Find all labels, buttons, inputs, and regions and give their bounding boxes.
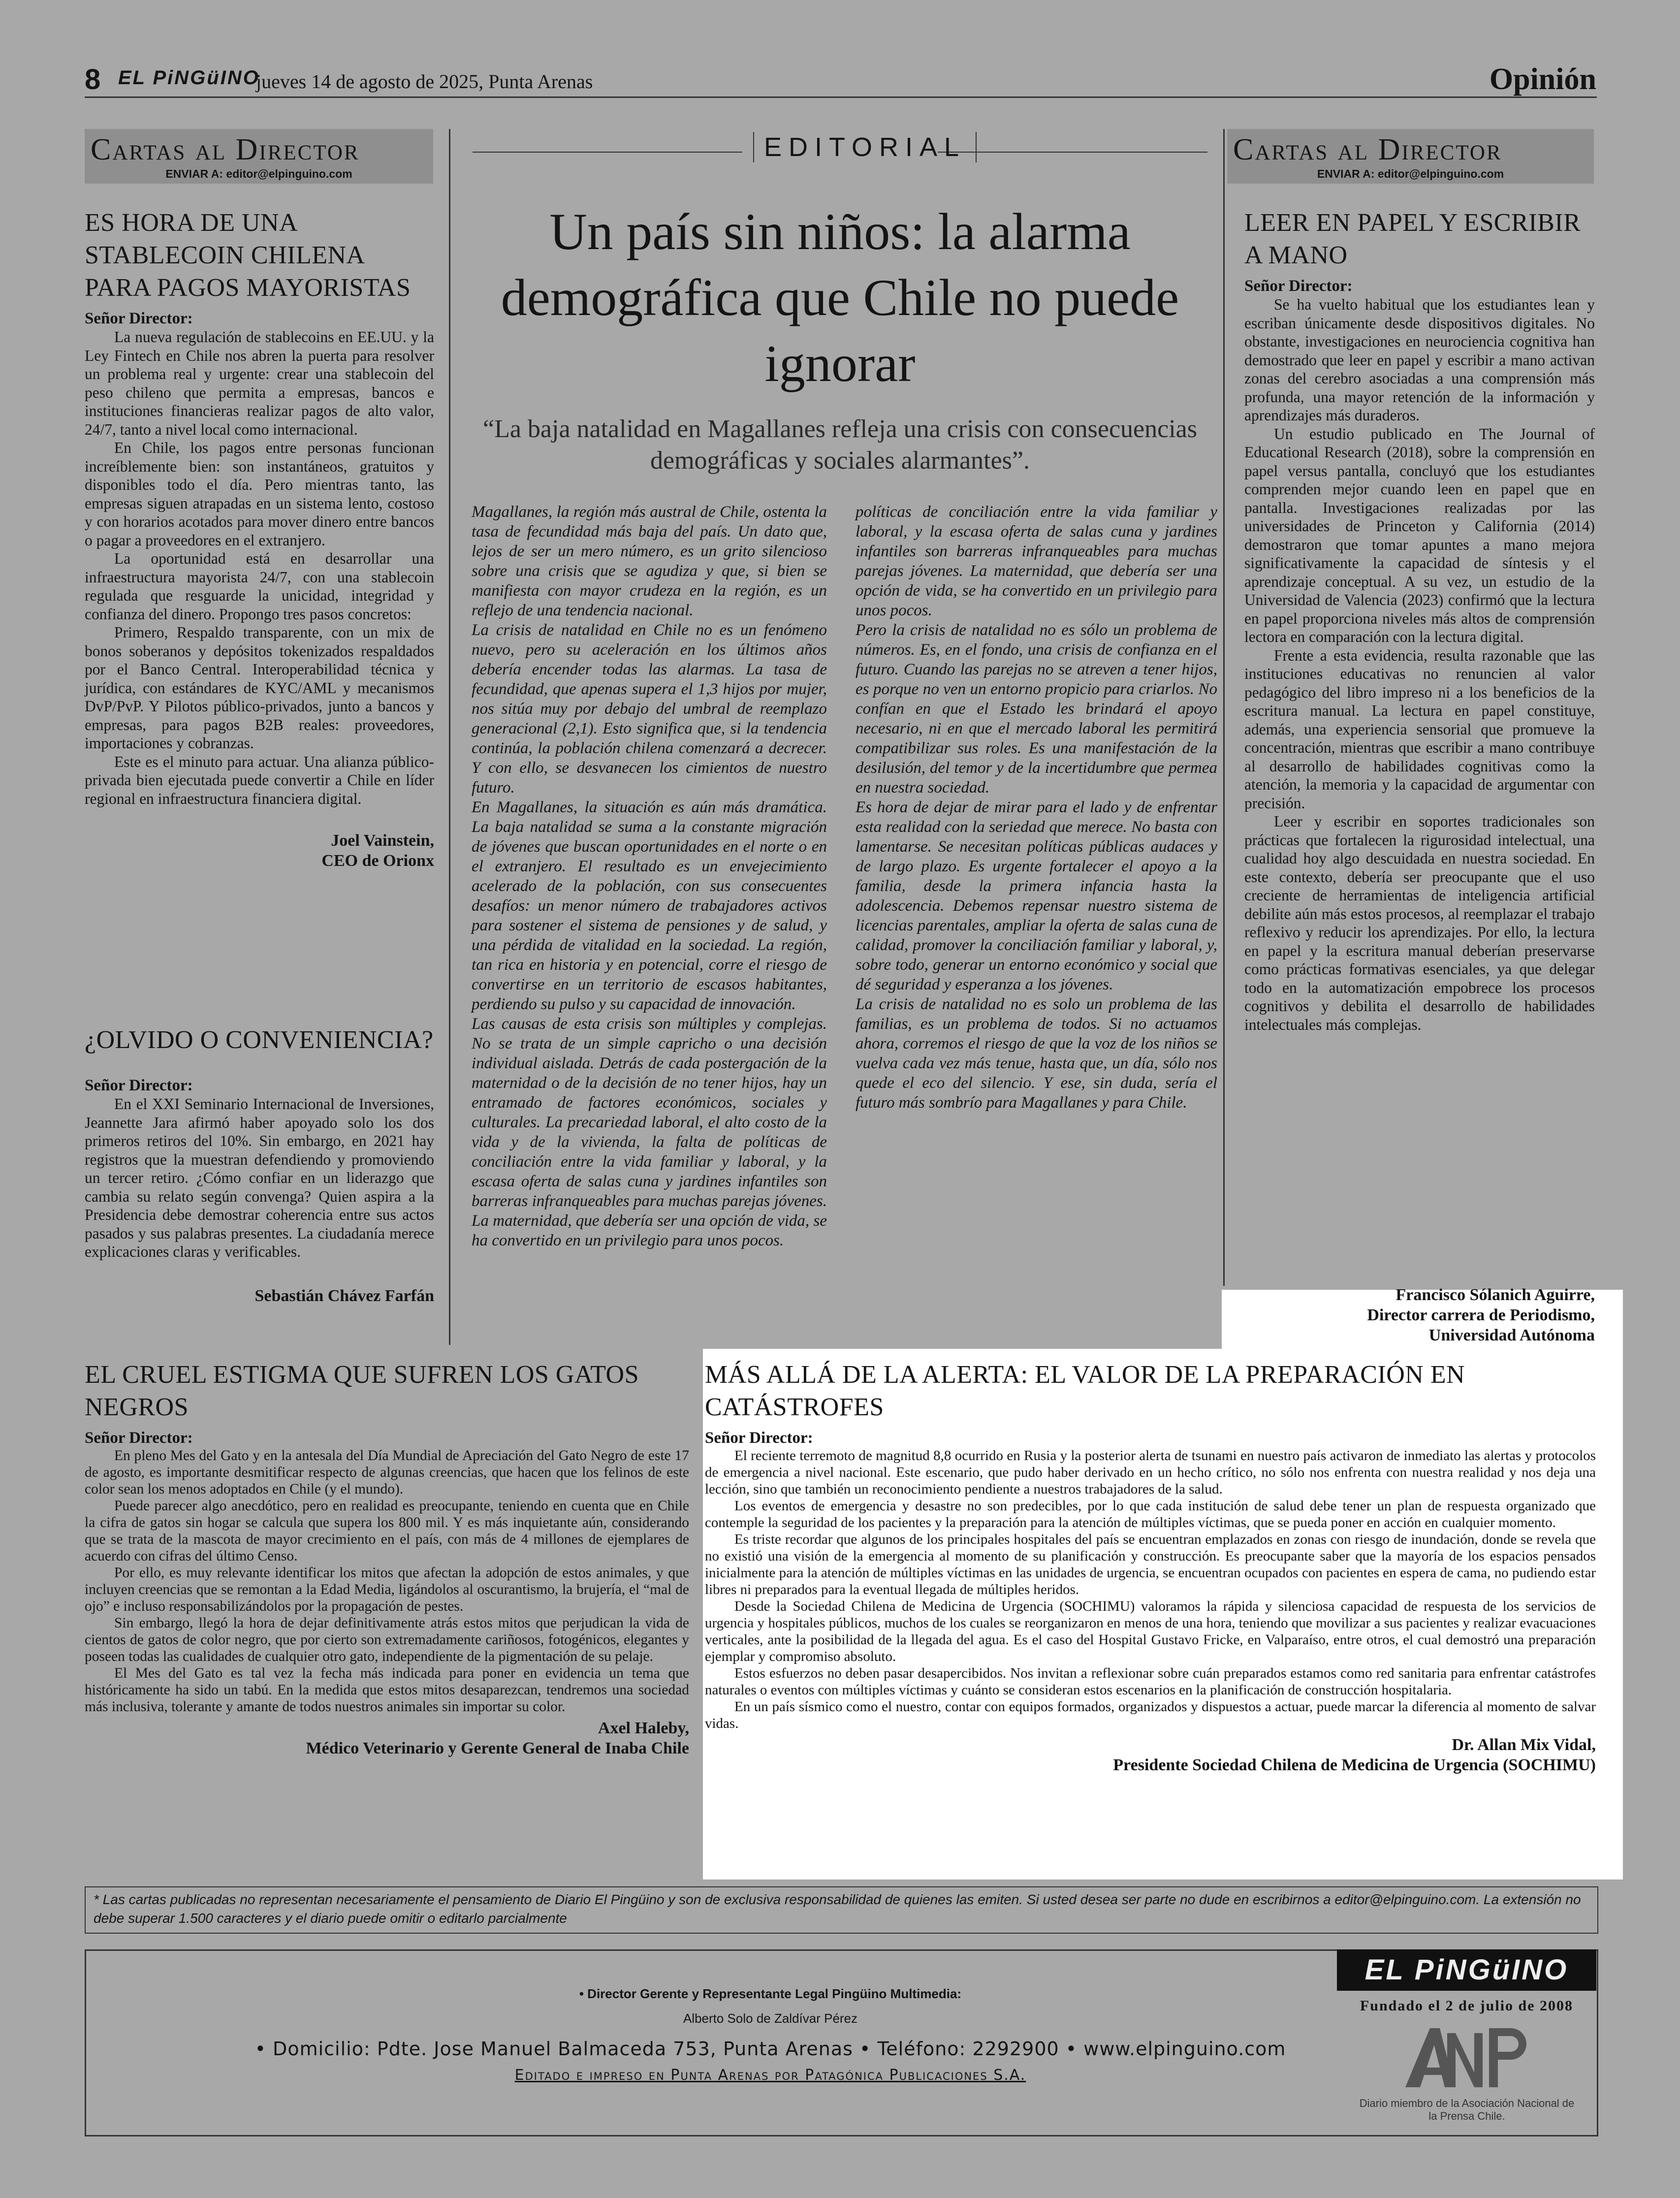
editorial-paragraph: La crisis de natalidad en Chile no es un fenómeno nuevo, pero su aceleración en los últimos años debería encender todas las alarmas. La tasa de fecundidad, que apenas supera el 1,3 hijos por mujer, nos sitúa muy por debajo del umbral de reemplazo generacional (2,1). Esto significa que, si la tendencia continúa, la población chilena comenzará a decrecer. Y con ello, se desvanecen los cimientos de nuestro futuro. <box>472 621 827 796</box>
letter-paragraph: Puede parecer algo anecdótico, pero en realidad es preocupante, teniendo en cuenta que en Chile la cifra de gatos sin hogar se calcula que supera los 800 mil. Y es más inquietante aún, considerando que se trata de la mascota de mayor crecimiento en el país, con más de 4 millones de ejemplares de acuerdo con cifras del último Censo. <box>85 1498 689 1564</box>
anp-text: Diario miembro de la Asociación Nacional de la Prensa Chile. <box>1359 2097 1575 2122</box>
letter-paragraph: La nueva regulación de stablecoins en EE.UU. y la Ley Fintech en Chile nos abren la puerta para resolver un problema real y urgente: crear una stablecoin del peso chileno que permita a empresas, bancos e instituciones financieras realizar pagos de alto valor, 24/7, tanto a nivel local como internacional. <box>85 328 434 438</box>
footer-founded: Fundado el 2 de julio de 2008 <box>1360 1998 1574 2014</box>
editorial-column-2 <box>856 502 1217 1339</box>
cartas-header-left <box>85 129 433 184</box>
letter-salutation: Señor Director: <box>1244 277 1353 295</box>
editorial-paragraph: Es hora de dejar de mirar para el lado y de enfrentar esta realidad con la seriedad que merece. No basta con lamentarse. Se necesitan políticas públicas audaces y de largo plazo. Es urgente fortalecer el apoyo a la familia, desde la primera infancia hasta la adolescencia. Debemos repensar nuestro sistema de licencias parentales, ampliar la oferta de salas cuna de calidad, promover la conciliación familiar y laboral, y, sobre todo, generar un entorno económico y social que dé seguridad y esperanza a los jóvenes. <box>856 798 1217 993</box>
editorial-paragraph: En Magallanes, la situación es aún más dramática. La baja natalidad se suma a la constante migración de jóvenes que buscan oportunidades en el norte o en el extranjero. El resultado es un envejecimiento acelerado de la población, con sus consecuentes desafíos: un menor número de trabajadores activos para sostener el sistema de pensiones y de salud, y una pérdida de vitalidad en la sociedad. La región, tan rica en historia y en potencial, corre el riesgo de convertirse en un territorio de escasos habitantes, perdiendo su pulso y su capacidad de innovación. <box>472 798 827 1013</box>
letter-paragraph: Este es el minuto para actuar. Una alianza público-privada bien ejecutada puede convertir a Chile en líder regional en infraestructura financiera digital. <box>85 753 434 807</box>
editorial-paragraph-continued: políticas de conciliación entre la vida familiar y laboral, y la escasa oferta de salas cuna y jardines infantiles son barreras infranqueables para muchas parejas jóvenes. La maternidad, que debería ser una opción de vida, se ha convertido en un privilegio para unos pocos. <box>856 503 1217 619</box>
editorial-rule <box>938 152 1207 153</box>
letter-paragraph: El reciente terremoto de magnitud 8,8 ocurrido en Rusia y la posterior alerta de tsunami en nuestro país activaron de inmediato las alertas y protocolos de emergencia a nivel nacional. Este escenario, que pudo haber derivado en un hecho crítico, no sólo nos enfrenta con nuestra realidad y nos deja una lección, sino que también un reconocimiento pendiente a nuestros trabajadores de la salud. <box>705 1448 1596 1497</box>
letter-signature-name: Dr. Allan Mix Vidal, <box>1452 1736 1596 1754</box>
letter-headline: LEER EN PAPEL Y ESCRIBIR A MANO <box>1244 209 1581 269</box>
letter-paragraph: Es triste recordar que algunos de los principales hospitales del país se encuentran emplazados en zonas con riesgo de inundación, donde se revela que no existió una visión de la emergencia al momento de su planificación y construcción. Es preocupante saber que la mayoría de los espacios pensados inicialmente para la atención de múltiples víctimas en las unidades de urgencia, se encuentran ocupados con pacientes en espera de cama, no pudiendo estar libres ni preparados para la eventual llegada de múltiples heridos. <box>705 1531 1596 1597</box>
letter-salutation: Señor Director: <box>85 1077 193 1094</box>
letter-paragraph: Desde la Sociedad Chilena de Medicina de Urgencia (SOCHIMU) valoramos la rápida y silenciosa capacidad de respuesta de los servicios de urgencia y hospitales públicos, muchos de los cuales se reorganizaron en menos de una hora, teniendo que movilizar a sus pacientes y realizar evacuaciones verticales, ante la posibilidad de la llegada del agua. Es el caso del Hospital Gustavo Fricke, en Valparaíso, entre otros, el cual demostró una preparación ejemplar y compromiso absoluto. <box>705 1598 1596 1664</box>
letter-salutation: Señor Director: <box>705 1429 813 1447</box>
letter-signature-role: Director carrera de Periodismo, <box>1367 1306 1595 1324</box>
letter-paragraph: Estos esfuerzos no deben pasar desapercibidos. Nos invitan a reflexionar sobre cuán preparados estamos como red sanitaria para enfrentar catástrofes naturales o eventos con múltiples víctimas y cuánto se consideran estos escenarios en la planificación de construcción hospitalaria. <box>705 1665 1596 1698</box>
letter-paragraph: Frente a esta evidencia, resulta razonable que las instituciones educativas no renuncien al valor pedagógico del libro impreso ni a los beneficios de la escritura manual. La lectura en papel constituye, además, una experiencia sensorial que promueve la concentración, mientras que escribir a mano contribuye al desarrollo de habilidades cognitivas como la atención, la memoria y la capacidad de argumentar con precisión. <box>1244 646 1595 812</box>
editorial-deck: “La baja natalidad en Magallanes refleja una crisis con consecuencias demográficas y sociales alarmantes”. <box>483 415 1197 475</box>
cartas-email: ENVIAR A: editor@elpinguino.com <box>1317 167 1504 181</box>
footer-edited: Editado e impreso en Punta Arenas por Patagónica Publicaciones S.A. <box>514 2067 1026 2084</box>
letter-olvido <box>85 1024 434 1349</box>
editorial-title: Un país sin niños: la alarma demográfica que Chile no puede ignorar <box>501 203 1179 392</box>
anp-logo-icon <box>1400 2018 1528 2095</box>
letter-signature-org: Universidad Autónoma <box>1428 1326 1595 1344</box>
footer-address: • Domicilio: Pdte. Jose Manuel Balmaceda 753, Punta Arenas • Teléfono: 2292900 • www.elpinguino.com <box>254 2038 1286 2060</box>
letter-catastrofes <box>705 1359 1596 1871</box>
cartas-email: ENVIAR A: editor@elpinguino.com <box>165 167 352 181</box>
header-rule <box>85 96 1597 98</box>
letter-headline: ¿OLVIDO O CONVENIENCIA? <box>85 1026 434 1054</box>
cartas-title: Cartas al Director <box>1233 133 1502 166</box>
letter-paragraph: La oportunidad está en desarrollar una infraestructura mayorista 24/7, con una stablecoin regulada que resguarde la unicidad, integridad y confianza del dinero. Propongo tres pasos concretos: <box>85 550 434 623</box>
letter-leer-papel <box>1244 207 1595 1285</box>
letter-paragraph: En pleno Mes del Gato y en la antesala del Día Mundial de Apreciación del Gato Negro de este 17 de agosto, es importante desmitificar respecto de algunas creencias, que hacen que los felinos de este color sean los menos adoptados en Chile (y el mundo). <box>85 1448 689 1497</box>
footer-logo: EL PiNGüINO <box>1337 1949 1596 1991</box>
letter-paragraph: El Mes del Gato es tal vez la fecha más indicada para poner en evidencia un tema que históricamente ha sido un tabú. En la medida que estos mitos desaparezcan, tendremos una sociedad más inclusiva, tolerante y amante de todos nuestros animales sin importar su color. <box>85 1665 689 1715</box>
letter-signature-role: CEO de Orionx <box>321 852 434 870</box>
letter-signature-role: Presidente Sociedad Chilena de Medicina de Urgencia (SOCHIMU) <box>1113 1756 1596 1774</box>
editorial-label: EDITORIAL <box>753 132 977 162</box>
column-divider <box>1223 129 1225 1286</box>
section-title: Opinión <box>1489 63 1596 96</box>
editorial-column-1 <box>472 502 827 1339</box>
letter-signature-name: Joel Vainstein, <box>331 831 434 850</box>
letter-headline: ES HORA DE UNA STABLECOIN CHILENA PARA PAGOS MAYORISTAS <box>85 209 411 302</box>
column-divider <box>449 129 450 1345</box>
footer-director-label: • Director Gerente y Representante Legal Pingüino Multimedia: <box>579 1986 962 2001</box>
letter-salutation: Señor Director: <box>85 310 193 327</box>
editorial-paragraph: Magallanes, la región más austral de Chile, ostenta la tasa de fecundidad más baja del país. Un dato que, lejos de ser un mero número, es un grito silencioso sobre una crisis que se agudiza y que, si bien se manifiesta con mayor crudeza en la región, es un reflejo de una tendencia nacional. <box>472 503 827 619</box>
dateline: jueves 14 de agosto de 2025, Punta Arenas <box>256 70 593 93</box>
masthead-small: EL PiNGüINO <box>118 67 260 89</box>
letter-signature-name: Sebastián Chávez Farfán <box>254 1286 434 1305</box>
letter-headline: EL CRUEL ESTIGMA QUE SUFREN LOS GATOS NEGROS <box>85 1361 639 1421</box>
cartas-header-right <box>1227 129 1594 184</box>
letter-leer-papel-signature <box>1231 1279 1595 1353</box>
letter-paragraph: Sin embargo, llegó la hora de dejar definitivamente atrás estos mitos que perjudican la vida de cientos de gatos de color negro, que por cierto son extremadamente cariñosos, fotogénicos, elegantes y poseen todas las cualidades de cualquier otro gato, independiente de la pigmentación de su pelaje. <box>85 1615 689 1664</box>
letter-stablecoin <box>85 207 434 1024</box>
letter-signature-name: Axel Haleby, <box>598 1719 689 1737</box>
footer-director-name: Alberto Solo de Zaldívar Pérez <box>683 2011 858 2026</box>
disclaimer: * Las cartas publicadas no representan necesariamente el pensamiento de Diario El Pingüino y son de exclusiva responsabilidad de quienes las emiten. Si usted desea ser parte no dude en escribirnos a editor@elpinguino.com. La extensión no debe superar 1.500 caracteres y el diario puede omitir o editarlo parcialmente <box>85 1886 1598 1934</box>
editorial-paragraph: Pero la crisis de natalidad no es sólo un problema de números. Es, en el fondo, una crisis de confianza en el futuro. Cuando las parejas no se atreven a tener hijos, es porque no ven un entorno propicio para criarlos. No confían en que el Estado les brindará el apoyo necesario, ni en que el mercado laboral les permitirá compatibilizar sus roles. Es una manifestación de la desilusión, del temor y de la incertidumbre que permea en nuestra sociedad. <box>856 621 1217 796</box>
letter-gatos-negros <box>85 1359 689 1871</box>
letter-paragraph: Un estudio publicado en The Journal of Educational Research (2018), sobre la comprensión en papel versus pantalla, concluyó que los estudiantes comprenden mejor cuando leen en papel que en pantalla. Investigaciones realizadas por las universidades de Princeton y California (2014) demostraron que tomar apuntes a mano mejora significativamente la capacidad de síntesis y el aprendizaje conceptual. A su vez, un estudio de la Universidad de Valencia (2023) confirmó que la lectura en papel proporciona niveles más altos de comprensión lectora en comparación con la lectura digital. <box>1244 425 1595 645</box>
letter-paragraph: En Chile, los pagos entre personas funcionan increíblemente bien: son instantáneos, gratuitos y disponibles todo el día. Pero mientras tanto, las empresas siguen atrapadas en un sistema lento, costoso y con horarios acotados para mover dinero entre bancos o pagar a proveedores en el extranjero. <box>85 439 434 549</box>
letter-paragraph: En un país sísmico como el nuestro, contar con equipos formados, organizados y dispuestos a actuar, puede marcar la diferencia al momento de salvar vidas. <box>705 1699 1596 1731</box>
letter-headline: MÁS ALLÁ DE LA ALERTA: EL VALOR DE LA PREPARACIÓN EN CATÁSTROFES <box>705 1361 1465 1421</box>
letter-signature-role: Médico Veterinario y Gerente General de Inaba Chile <box>306 1739 689 1757</box>
letter-paragraph: Por ello, es muy relevante identificar los mitos que afectan la adopción de estos animales, y que incluyen creencias que se remontan a la Edad Media, ligándolos al oscurantismo, la brujería, el “mal de ojo” e incluso responsabilizándolos por la propagación de pestes. <box>85 1565 689 1614</box>
letter-paragraph: En el XXI Seminario Internacional de Inversiones, Jeannette Jara afirmó haber apoyado solo los dos primeros retiros del 10%. Sin embargo, en 2021 hay registros que la muestran defendiendo y promoviendo un tercer retiro. ¿Cómo confiar en un liderazgo que cambia su relato según convenga? Quien aspira a la Presidencia debe demostrar coherencia entre sus actos pasados y sus palabras presentes. La ciudadanía merece explicaciones claras y verificables. <box>85 1095 434 1260</box>
page-number: 8 <box>85 64 101 96</box>
letter-paragraph: Leer y escribir en soportes tradicionales son prácticas que fortalecen la rigurosidad intelectual, una cualidad hoy algo descuidada en nuestra sociedad. En este contexto, debería ser preocupante que el uso creciente de herramientas de inteligencia artificial debilite aún más estos procesos, al reemplazar el trabajo reflexivo y reducir los aprendizajes. Por ello, la lectura en papel y la escritura manual deberían preservarse como prácticas formativas esenciales, ya que delegar todo en la automatización empobrece los procesos cognitivos y debilita el desarrollo de habilidades intelectuales más complejas. <box>1244 813 1595 1033</box>
editorial-paragraph: La crisis de natalidad no es solo un problema de las familias, es un problema de todos. Si no actuamos ahora, corremos el riesgo de que la voz de los niños se vuelva cada vez más tenue, hasta que, un día, sólo nos quede el eco del silencio. Y ese, sin duda, sería el futuro más sombrío para Magallanes y para Chile. <box>856 995 1217 1112</box>
letter-paragraph: Primero, Respaldo transparente, con un mix de bonos soberanos y depósitos tokenizados respaldados por el Banco Central. Interoperabilidad técnica y jurídica, con estándares de KYC/AML y mecanismos DvP/PvP. Y Pilotos público-privados, junto a bancos y empresas, para pagos B2B reales: proveedores, importaciones y cobranzas. <box>85 624 434 752</box>
letter-paragraph: Los eventos de emergencia y desastre no son predecibles, por lo que cada institución de salud debe tener un plan de respuesta organizado que contemple la seguridad de los pacientes y la preparación para la atención de múltiples víctimas, que se pueda poner en acción en cualquier momento. <box>705 1498 1596 1530</box>
editorial-rule <box>473 152 742 153</box>
letter-signature-name: Francisco Sólanich Aguirre, <box>1395 1286 1595 1304</box>
letter-paragraph: Se ha vuelto habitual que los estudiantes lean y escriban únicamente desde dispositivos digitales. No obstante, investigaciones en neurociencia cognitiva han demostrado que leer en papel y escribir a mano activan zonas del cerebro asociadas a una comprensión más profunda, una mayor retención de la información y aprendizajes más duraderos. <box>1244 296 1595 424</box>
editorial-paragraph: Las causas de esta crisis son múltiples y complejas. No se trata de un simple capricho o una decisión individual aislada. Detrás de cada postergación de la maternidad o de la decisión de no tener hijos, hay un entramado de factores económicos, sociales y culturales. La precariedad laboral, el alto costo de la vida y de la vivienda, la falta de políticas de conciliación entre la vida familiar y laboral, y la escasa oferta de salas cuna y jardines infantiles son barreras infranqueables para muchas parejas jóvenes. La maternidad, que debería ser una opción de vida, se ha convertido en un privilegio para unos pocos. <box>472 1015 827 1249</box>
letter-salutation: Señor Director: <box>85 1429 193 1447</box>
cartas-title: Cartas al Director <box>91 133 360 166</box>
